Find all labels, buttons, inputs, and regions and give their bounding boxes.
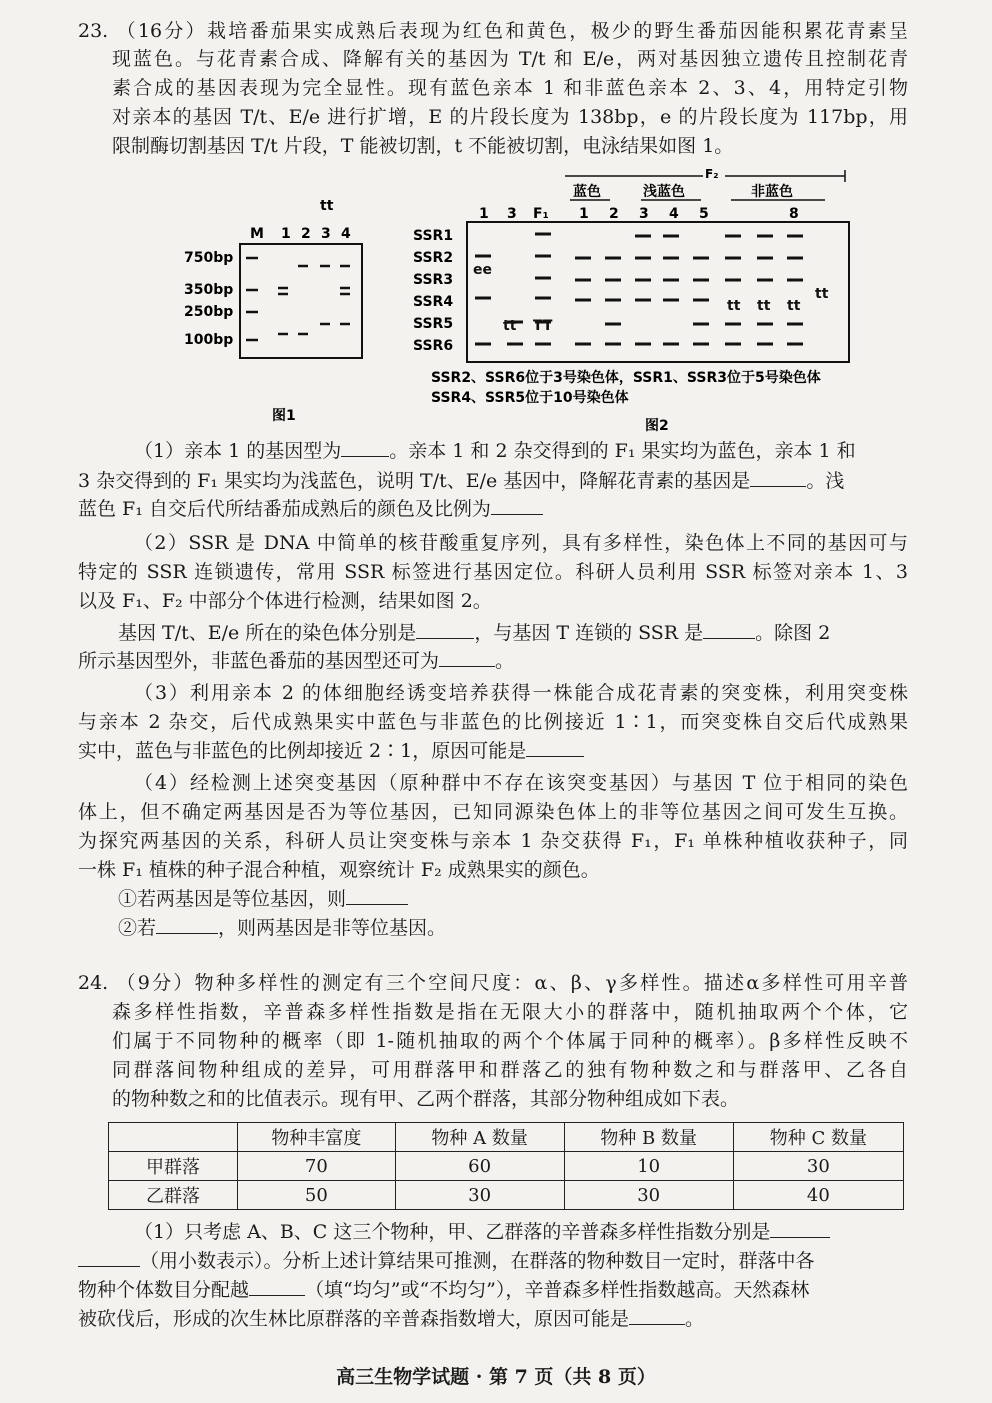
fig2-group-nonblue: 非蓝色 (751, 184, 793, 200)
fig1-top-label: tt (320, 198, 334, 214)
fig2-row-ssr1: SSR1 (413, 228, 454, 244)
fig2-gel-frame (467, 222, 849, 362)
q23-p1-text-c: 3 杂交得到的 F₁ 果实均为浅蓝色，说明 T/t、E/e 基因中，降解花青素的基因是 (78, 470, 751, 492)
fig2-row-ssr2: SSR2 (413, 250, 454, 266)
table-cell: 50 (238, 1181, 396, 1210)
species-table (108, 1122, 904, 1210)
table-header-cell: 物种 C 数量 (733, 1123, 903, 1152)
q23-line-2: 现蓝色。与花青素合成、降解有关的基因为 T/t 和 E/e，两对基因独立遗传且控制花青 (112, 48, 908, 70)
blank-nonblue-genotype (439, 648, 495, 667)
q23-p3-line1: （3）利用亲本 2 的体细胞经诱变培养获得一株能合成花青素的突变株，利用突变株 (134, 682, 908, 704)
fig1-lane-4: 4 (341, 226, 351, 242)
q23-p4-line3: 为探究两基因的关系，科研人员让突变株与亲本 1 杂交获得 F₁，F₁ 单株种植收获种子，同 (78, 830, 908, 852)
q23-p2-line2: 特定的 SSR 连锁遗传，常用 SSR 标签进行基因定位。科研人员利用 SSR 标签对亲本 1、3 (78, 561, 908, 583)
fig2-bands (475, 234, 803, 344)
table-cell: 甲群落 (109, 1152, 238, 1181)
blank-secondary-forest-reason (629, 1306, 685, 1325)
q23-p4-line1: （4）经检测上述突变基因（原种群中不存在该突变基因）与基因 T 位于相同的染色 (134, 772, 908, 794)
q24-p1-text-a: （1）只考虑 A、B、C 这三个物种，甲、乙群落的辛普森多样性指数分别是 (134, 1221, 771, 1243)
table-header-cell: 物种丰富度 (238, 1123, 396, 1152)
fig2-lane-f2-4: 4 (669, 206, 679, 222)
fig1-lane-3: 3 (321, 226, 331, 242)
q23-p4-text-c: ，则两基因是非等位基因。 (218, 917, 447, 939)
blank-simpson-index (770, 1219, 830, 1238)
table-cell: 60 (395, 1152, 564, 1181)
q23-p1-text-e: 蓝色 F₁ 自交后代所结番茄成熟后的颜色及比例为 (78, 498, 491, 520)
q23-line-1: 23. （16分）栽培番茄果实成熟后表现为红色和黄色，极少的野生番茄因能积累花青素呈 (78, 20, 908, 42)
blank-linked-ssr (703, 620, 755, 639)
q23-line-4: 对亲本的基因 T/t、E/e 进行扩增，E 的片段长度为 138bp，e 的片段长度为 117bp，用 (112, 106, 908, 128)
fig2-group-lightblue: 浅蓝色 (643, 184, 685, 200)
table-header-cell: 物种 B 数量 (564, 1123, 733, 1152)
figure-2-ssr-gel (405, 168, 865, 436)
blank-color-ratio (491, 496, 543, 515)
q23-p2-text-d: 所示基因型外，非蓝色番茄的基因型还可为 (78, 650, 440, 672)
fig2-note-line2: SSR4、SSR5位于10号染色体 (431, 390, 629, 406)
q24-line-5: 的物种数之和的比值表示。现有甲、乙两个群落，其部分物种组成如下表。 (112, 1088, 740, 1110)
fig2-group-blue: 蓝色 (573, 184, 601, 200)
blank-nonallelic-condition (156, 915, 218, 934)
q23-p1-text-b: 。亲本 1 和 2 杂交得到的 F₁ 果实均为蓝色，亲本 1 和 (389, 440, 856, 462)
fig2-annot-tt-lane3: tt (503, 318, 517, 334)
fig1-marker-250: 250bp (184, 304, 234, 320)
q23-p4-line5 (118, 886, 892, 912)
table-cell: 10 (564, 1152, 733, 1181)
q23-p1-line3 (78, 496, 908, 522)
fig2-f2-label: F₂ (705, 168, 719, 181)
fig2-lane-f2-2: 2 (609, 206, 619, 222)
table-cell: 30 (395, 1181, 564, 1210)
table-row (109, 1152, 904, 1181)
blank-chromosomes (416, 620, 474, 639)
q24-p1-text-d: （填“均匀”或“不均匀”），辛普森多样性指数越高。天然森林 (305, 1279, 810, 1301)
fig2-note-line1: SSR2、SSR6位于3号染色体，SSR1、SSR3位于5号染色体 (431, 370, 821, 386)
figure-1-gel (180, 188, 380, 428)
table-cell: 40 (733, 1181, 903, 1210)
table-header-row (109, 1123, 904, 1152)
fig2-row-ssr6: SSR6 (413, 338, 454, 354)
fig2-lane-3: 3 (507, 206, 517, 222)
fig2-annot-TT-F1: TT (533, 318, 553, 334)
fig2-row-ssr4: SSR4 (413, 294, 454, 310)
fig1-marker-100: 100bp (184, 332, 234, 348)
q23-p3-line3 (78, 738, 908, 764)
fig1-gel-frame (240, 244, 362, 358)
blank-allelic-result (346, 886, 408, 905)
q24-p1-line4 (78, 1306, 908, 1332)
fig2-annot-tt-d: tt (815, 286, 829, 302)
q23-p4-line6 (118, 915, 892, 941)
q23-p4-text-a: ①若两基因是等位基因，则 (118, 888, 347, 910)
q23-p2-line1: （2）SSR 是 DNA 中简单的核苷酸重复序列，具有多样性，染色体上不同的基因可与 (134, 532, 908, 554)
fig2-annot-tt-a: tt (727, 298, 741, 314)
q23-p1-line2 (78, 468, 908, 494)
blank-reason (526, 738, 584, 757)
fig1-bands (246, 258, 350, 340)
q23-p2-text-a: 基因 T/t、E/e 所在的染色体分别是 (118, 622, 417, 644)
table-cell: 30 (564, 1181, 733, 1210)
fig2-annot-tt-c: tt (787, 298, 801, 314)
fig2-lane-f2-3: 3 (639, 206, 649, 222)
table-header-cell (109, 1123, 238, 1152)
q23-p2-text-c: 。除图 2 (755, 622, 831, 644)
fig2-lane-f2-8: 8 (789, 206, 799, 222)
q23-line-3: 素合成的基因表现为完全显性。现有蓝色亲本 1 和非蓝色亲本 2、3、4，用特定引物 (112, 77, 908, 99)
fig1-lane-M: M (250, 226, 264, 242)
q23-p1-line1 (134, 438, 908, 464)
blank-even-uneven (249, 1277, 305, 1296)
blank-simpson-index-cont (78, 1248, 140, 1267)
q23-p4-line2: 体上，但不确定两基因是否为等位基因，已知同源染色体上的非等位基因之间可发生互换。 (78, 801, 908, 823)
fig1-caption: 图1 (272, 408, 296, 424)
q24-p1-line3 (78, 1277, 908, 1303)
fig2-lane-F1: F₁ (533, 206, 549, 222)
table-row (109, 1181, 904, 1210)
fig2-annot-ee: ee (473, 262, 492, 278)
q24-p1-text-f: 。 (685, 1308, 705, 1330)
q24-line-4: 同群落间物种组成的差异，可用群落甲和群落乙的独有物种数之和与群落甲、乙各自 (112, 1059, 908, 1081)
q24-p1-text-b: （用小数表示）。分析上述计算结果可推测，在群落的物种数目一定时，群落中各 (140, 1250, 815, 1272)
q23-line-5: 限制酶切割基因 T/t 片段，T 能被切割，t 不能被切割，电泳结果如图 1。 (112, 135, 734, 157)
page-footer: 高三生物学试题 · 第 7 页（共 8 页） (336, 1366, 656, 1388)
q23-p3-text: 实中，蓝色与非蓝色的比例却接近 2∶1，原因可能是 (78, 740, 527, 762)
fig2-row-ssr5: SSR5 (413, 316, 454, 332)
fig2-caption: 图2 (645, 418, 669, 434)
q24-p1-text-c: 物种个体数目分配越 (78, 1279, 250, 1301)
q24-p1-text-e: 被砍伐后，形成的次生林比原群落的辛普森指数增大，原因可能是 (78, 1308, 630, 1330)
q24-p1-line1 (134, 1219, 908, 1245)
table-cell: 30 (733, 1152, 903, 1181)
fig2-annot-tt-b: tt (757, 298, 771, 314)
blank-genotype-parent1 (341, 438, 389, 457)
table-header-cell: 物种 A 数量 (395, 1123, 564, 1152)
q23-p1-text-a: （1）亲本 1 的基因型为 (134, 440, 342, 462)
q24-line-3: 们属于不同物种的概率（即 1-随机抽取的两个个体属于同种的概率）。β多样性反映不 (112, 1030, 908, 1052)
q24-line-2: 森多样性指数，辛普森多样性指数是指在无限大小的群落中，随机抽取两个个体，它 (112, 1001, 908, 1023)
q23-p2-line4 (118, 620, 908, 646)
fig1-lane-2: 2 (301, 226, 311, 242)
q23-p2-line5 (78, 648, 908, 674)
fig1-lane-1: 1 (281, 226, 291, 242)
fig2-row-ssr3: SSR3 (413, 272, 454, 288)
fig2-lane-f2-5: 5 (699, 206, 709, 222)
q23-p2-line3: 以及 F₁、F₂ 中部分个体进行检测，结果如图 2。 (78, 590, 492, 612)
fig2-lane-f2-1: 1 (579, 206, 589, 222)
q24-line-1: 24. （9分）物种多样性的测定有三个空间尺度：α、β、γ多样性。描述α多样性可用辛普 (78, 972, 908, 994)
table-cell: 70 (238, 1152, 396, 1181)
q23-p2-text-b: ，与基因 T 连锁的 SSR 是 (474, 622, 704, 644)
q23-p3-line2: 与亲本 2 杂交，后代成熟果实中蓝色与非蓝色的比例接近 1∶1，而突变株自交后代成熟果 (78, 711, 908, 733)
fig1-marker-750: 750bp (184, 250, 234, 266)
q24-p1-line2 (78, 1248, 908, 1274)
fig2-lane-1: 1 (479, 206, 489, 222)
table-cell: 乙群落 (109, 1181, 238, 1210)
q23-p4-line4: 一株 F₁ 植株的种子混合种植，观察统计 F₂ 成熟果实的颜色。 (78, 859, 600, 881)
blank-degrading-gene (750, 468, 806, 487)
q23-p2-text-e: 。 (495, 650, 515, 672)
q23-p1-text-d: 。浅 (806, 470, 845, 492)
q23-p4-text-b: ②若 (118, 917, 157, 939)
fig1-marker-350: 350bp (184, 282, 234, 298)
